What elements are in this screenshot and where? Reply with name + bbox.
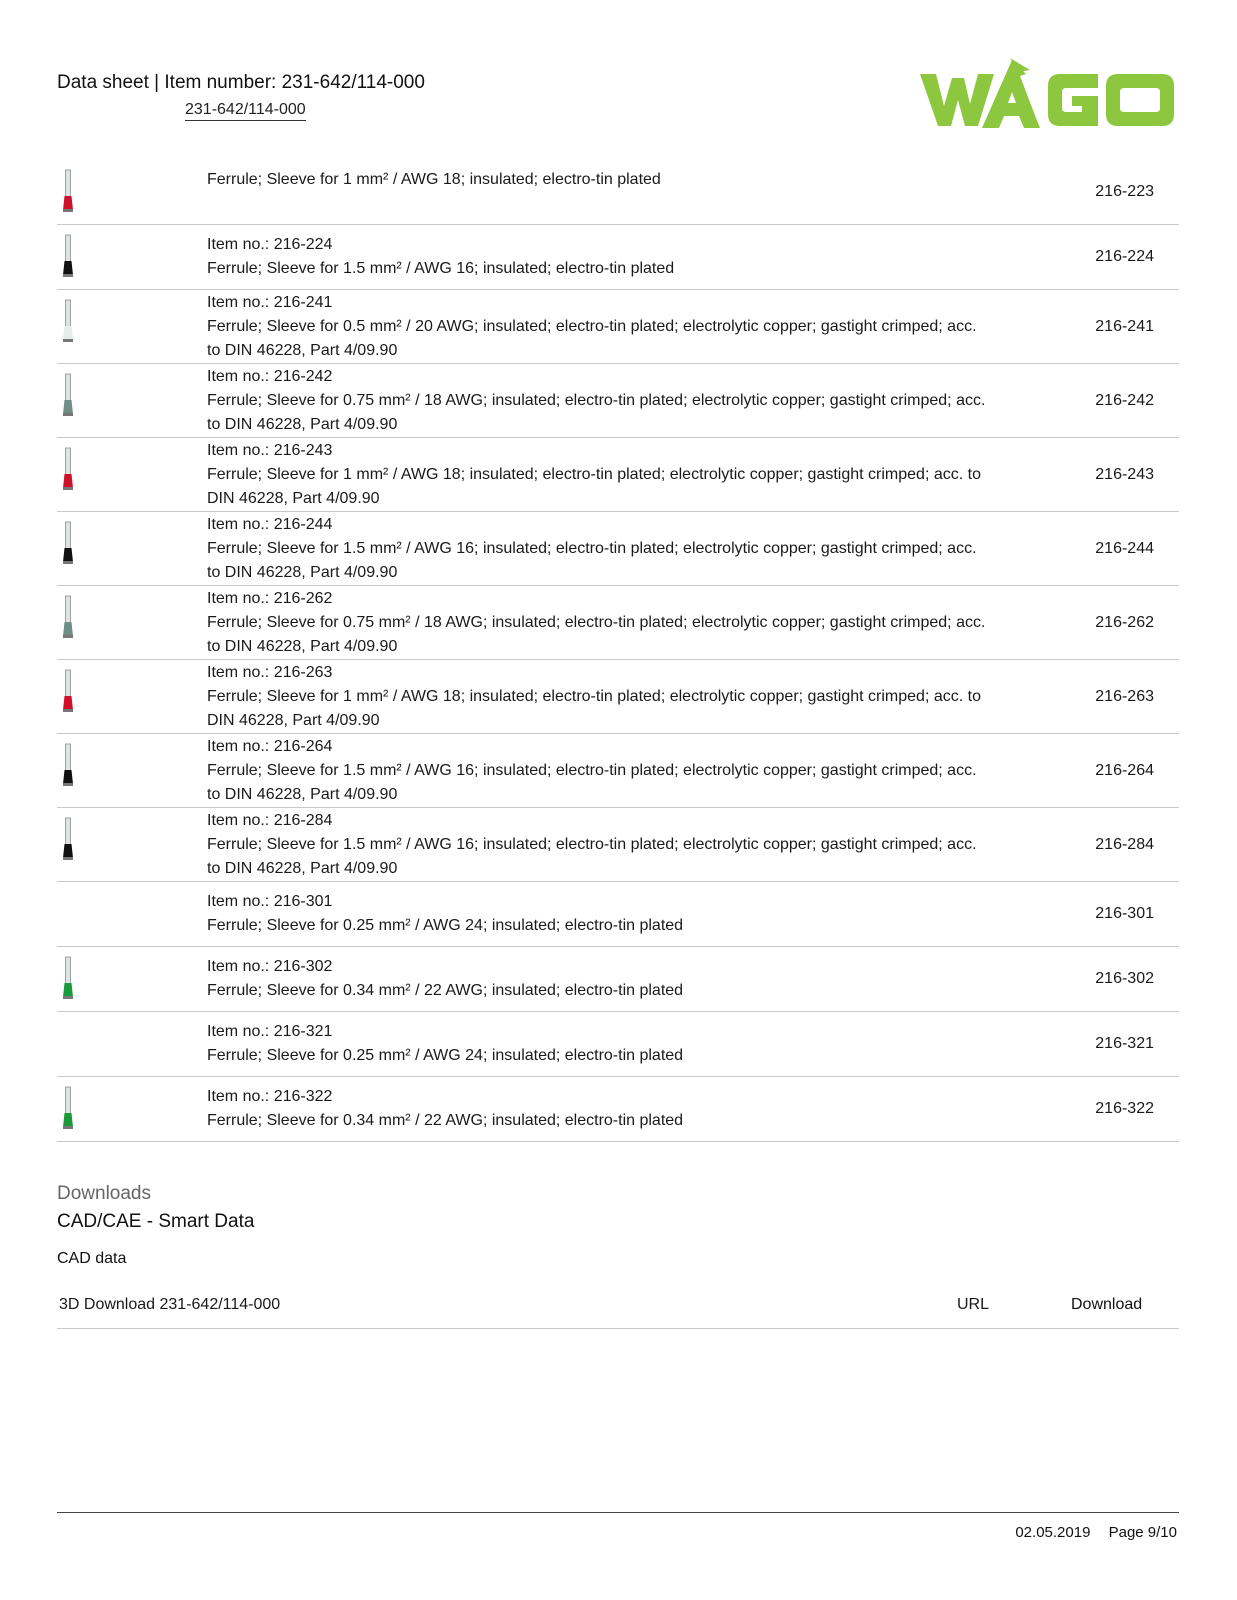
row-description-text: Ferrule; Sleeve for 1.5 mm² / AWG 16; insulated; electro-tin plated; electrolytic copper; gastight crimped; acc. to DIN 46228, Part 4/09.90 <box>207 836 977 877</box>
row-item-number: Item no.: 216-241 <box>207 294 333 311</box>
row-description-text: Ferrule; Sleeve for 1 mm² / AWG 18; insulated; electro-tin plated; electrolytic copper; gastight crimped; acc. to DIN 46228, Part 4/09.90 <box>207 688 981 729</box>
row-description <box>207 808 987 881</box>
row-article-number: 216-224 <box>1095 248 1154 265</box>
row-description <box>207 160 987 192</box>
table-row <box>57 160 1179 225</box>
page-footer <box>1015 1524 1177 1541</box>
downloads-heading: Downloads <box>57 1183 151 1204</box>
row-item-number: Item no.: 216-242 <box>207 368 333 385</box>
ferrule-black-icon <box>57 816 81 864</box>
ferrule-green-icon <box>57 955 81 1003</box>
row-description <box>207 734 987 807</box>
row-description <box>207 364 987 437</box>
row-item-number: Item no.: 216-263 <box>207 664 333 681</box>
ferrule-red-icon <box>57 668 81 716</box>
row-article-number: 216-242 <box>1095 391 1154 409</box>
row-description-text: Ferrule; Sleeve for 1 mm² / AWG 18; insulated; electro-tin plated <box>207 171 661 188</box>
cad-data-label: CAD data <box>57 1250 127 1267</box>
ferrule-black-icon <box>57 742 81 790</box>
row-article-number: 216-223 <box>1095 183 1154 200</box>
row-article-number: 216-243 <box>1095 465 1154 483</box>
row-article-number: 216-264 <box>1095 761 1154 779</box>
table-row <box>57 586 1179 660</box>
wago-logo <box>920 56 1175 142</box>
row-description <box>207 660 987 733</box>
table-row <box>57 1012 1179 1077</box>
row-description <box>207 438 987 511</box>
table-row <box>57 1077 1179 1142</box>
ferrule-white-icon <box>57 298 81 346</box>
row-description <box>207 225 987 281</box>
ferrule-green-icon <box>57 1085 81 1133</box>
row-item-number: Item no.: 216-244 <box>207 516 333 533</box>
row-description <box>207 1077 987 1133</box>
row-description-text: Ferrule; Sleeve for 1.5 mm² / AWG 16; insulated; electro-tin plated <box>207 260 675 277</box>
download-type: URL <box>957 1296 990 1313</box>
table-row <box>57 660 1179 734</box>
row-item-number: Item no.: 216-243 <box>207 442 333 459</box>
footer-date: 02.05.2019 <box>1015 1524 1091 1541</box>
row-item-number: Item no.: 216-302 <box>207 958 333 975</box>
row-description-text: Ferrule; Sleeve for 0.25 mm² / AWG 24; insulated; electro-tin plated <box>207 1047 684 1064</box>
row-article-number: 216-263 <box>1095 687 1154 705</box>
row-description-text: Ferrule; Sleeve for 1.5 mm² / AWG 16; insulated; electro-tin plated; electrolytic copper; gastight crimped; acc. to DIN 46228, Part 4/09.90 <box>207 540 977 581</box>
row-description-text: Ferrule; Sleeve for 0.25 mm² / AWG 24; insulated; electro-tin plated <box>207 917 684 934</box>
table-row <box>57 364 1179 438</box>
row-description-text: Ferrule; Sleeve for 0.34 mm² / 22 AWG; insulated; electro-tin plated <box>207 1112 684 1129</box>
table-row <box>57 947 1179 1012</box>
row-description <box>207 1012 987 1068</box>
row-description-text: Ferrule; Sleeve for 0.5 mm² / 20 AWG; insulated; electro-tin plated; electrolytic copper; gastight crimped; acc. to DIN 46228, Part 4/09.90 <box>207 318 977 359</box>
ferrule-black-icon <box>57 233 81 281</box>
row-item-number: Item no.: 216-264 <box>207 738 333 755</box>
ferrule-gray-icon <box>57 594 81 642</box>
row-description-text: Ferrule; Sleeve for 0.75 mm² / 18 AWG; insulated; electro-tin plated; electrolytic copper; gastight crimped; acc. to DIN 46228, Part 4/09.90 <box>207 614 986 655</box>
row-description-text: Ferrule; Sleeve for 1 mm² / AWG 18; insulated; electro-tin plated; electrolytic copper; gastight crimped; acc. to DIN 46228, Part 4/09.90 <box>207 466 981 507</box>
table-row <box>57 438 1179 512</box>
row-article-number: 216-322 <box>1095 1100 1154 1117</box>
ferrule-red-icon <box>57 168 81 216</box>
download-name: 3D Download 231-642/114-000 <box>59 1296 281 1313</box>
item-number-link[interactable]: 231-642/114-000 <box>185 101 306 121</box>
table-row <box>57 808 1179 882</box>
row-description <box>207 290 987 363</box>
row-description-text: Ferrule; Sleeve for 0.75 mm² / 18 AWG; insulated; electro-tin plated; electrolytic copper; gastight crimped; acc. to DIN 46228, Part 4/09.90 <box>207 392 986 433</box>
row-item-number: Item no.: 216-262 <box>207 590 333 607</box>
ferrule-black-icon <box>57 520 81 568</box>
row-article-number: 216-284 <box>1095 835 1154 853</box>
accessories-table <box>57 160 1179 1142</box>
page-title: Data sheet | Item number: 231-642/114-000 <box>57 72 425 93</box>
row-item-number: Item no.: 216-322 <box>207 1088 333 1105</box>
ferrule-gray-icon <box>57 372 81 420</box>
row-article-number: 216-302 <box>1095 970 1154 987</box>
row-item-number: Item no.: 216-301 <box>207 893 333 910</box>
table-row <box>57 225 1179 290</box>
footer-page-number: Page 9/10 <box>1108 1524 1177 1541</box>
row-article-number: 216-321 <box>1095 1035 1154 1052</box>
row-item-number: Item no.: 216-321 <box>207 1023 333 1040</box>
table-row <box>57 882 1179 947</box>
download-row <box>57 1288 1179 1329</box>
ferrule-red-icon <box>57 446 81 494</box>
table-row <box>57 512 1179 586</box>
row-article-number: 216-244 <box>1095 539 1154 557</box>
row-description-text: Ferrule; Sleeve for 1.5 mm² / AWG 16; insulated; electro-tin plated; electrolytic copper; gastight crimped; acc. to DIN 46228, Part 4/09.90 <box>207 762 977 803</box>
download-link[interactable]: Download <box>1071 1296 1143 1313</box>
downloads-subheading: CAD/CAE - Smart Data <box>57 1211 255 1232</box>
row-description <box>207 512 987 585</box>
row-article-number: 216-241 <box>1095 317 1154 335</box>
row-description <box>207 586 987 659</box>
footer-divider <box>57 1512 1179 1513</box>
table-row <box>57 290 1179 364</box>
row-article-number: 216-262 <box>1095 613 1154 631</box>
row-article-number: 216-301 <box>1095 905 1154 922</box>
row-description-text: Ferrule; Sleeve for 0.34 mm² / 22 AWG; insulated; electro-tin plated <box>207 982 684 999</box>
row-description <box>207 947 987 1003</box>
table-row <box>57 734 1179 808</box>
row-item-number: Item no.: 216-284 <box>207 812 333 829</box>
row-description <box>207 882 987 938</box>
row-item-number: Item no.: 216-224 <box>207 236 333 253</box>
